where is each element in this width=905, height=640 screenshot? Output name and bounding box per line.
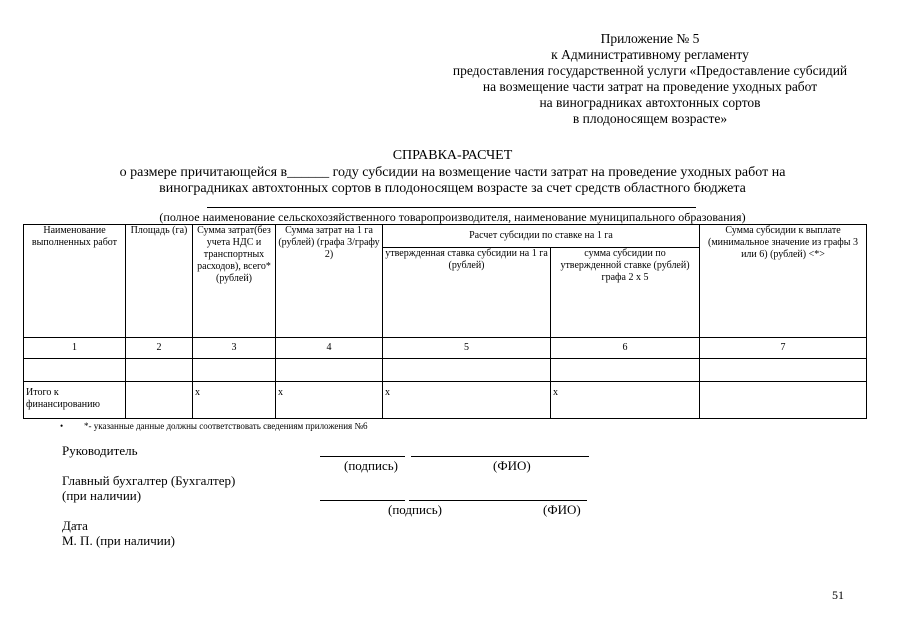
subsidy-calculation-table bbox=[23, 224, 867, 419]
table-cell[interactable] bbox=[193, 359, 276, 382]
head-label: Руководитель bbox=[62, 443, 138, 458]
accountant-signature-caption: (подпись) bbox=[388, 502, 442, 517]
table-cell[interactable] bbox=[383, 359, 551, 382]
footnote-bullet: • bbox=[60, 421, 64, 431]
producer-name-caption: (полное наименование сельскохозяйственного товаропроизводителя, наименование муниципального образования) bbox=[159, 210, 746, 224]
table-cell[interactable] bbox=[126, 359, 193, 382]
column-number: 2 bbox=[126, 338, 193, 359]
appendix-line: Приложение № 5 bbox=[600, 31, 700, 46]
total-rate-x: x bbox=[383, 382, 551, 419]
table-cell[interactable] bbox=[24, 359, 126, 382]
appendix-line: на виноградниках автохтонных сортов bbox=[539, 95, 761, 110]
appendix-line: предоставления государственной услуги «Предоставление субсидий bbox=[452, 63, 848, 78]
head-fio-caption: (ФИО) bbox=[493, 458, 531, 473]
column-number: 4 bbox=[276, 338, 383, 359]
table-cell[interactable] bbox=[700, 359, 867, 382]
date-label: Дата bbox=[62, 518, 88, 533]
total-costs-x: x bbox=[193, 382, 276, 419]
header-subsidy-payable: Сумма субсидии к выплате (минимальное значение из графы 3 или 6) (рублей) <*> bbox=[700, 225, 867, 338]
column-number: 3 bbox=[193, 338, 276, 359]
total-area[interactable] bbox=[126, 382, 193, 419]
stamp-label: М. П. (при наличии) bbox=[62, 533, 176, 548]
subtitle-line: о размере причитающейся в______ году субсидии на возмещение части затрат на проведение уходных работ на bbox=[119, 165, 786, 180]
header-subsidy-calc-group: Расчет субсидии по ставке на 1 га bbox=[383, 225, 700, 248]
total-subsidy-payable[interactable] bbox=[700, 382, 867, 419]
page-number: 51 bbox=[832, 588, 844, 602]
header-total-costs: Сумма затрат(без учета НДС и транспортных расходов), всего* (рублей) bbox=[193, 225, 276, 338]
appendix-line: в плодоносящем возрасте» bbox=[572, 111, 728, 126]
appendix-line: к Административному регламенту bbox=[551, 47, 749, 62]
subtitle-line: виноградниках автохтонных сортов в плодоносящем возрасте за счет средств областного бюджета bbox=[159, 181, 746, 196]
table-cell[interactable] bbox=[276, 359, 383, 382]
column-number-row bbox=[24, 338, 867, 359]
header-area: Площадь (га) bbox=[126, 225, 193, 338]
total-label: Итого к финансированию bbox=[24, 382, 126, 419]
accountant-fio-line[interactable] bbox=[409, 500, 587, 501]
total-subsidy-by-rate-x: x bbox=[551, 382, 700, 419]
footnote-text: *- указанные данные должны соответствовать сведениям приложения №6 bbox=[84, 421, 368, 431]
accountant-label: Главный бухгалтер (Бухгалтер) bbox=[62, 473, 236, 488]
footnote bbox=[60, 421, 368, 432]
head-fio-line[interactable] bbox=[411, 456, 589, 457]
total-costs-per-ha-x: x bbox=[276, 382, 383, 419]
column-number: 5 bbox=[383, 338, 551, 359]
header-costs-per-ha: Сумма затрат на 1 га (рублей) (графа 3/графу 2) bbox=[276, 225, 383, 338]
total-row bbox=[24, 382, 867, 419]
appendix-header bbox=[390, 31, 905, 127]
head-signature-caption: (подпись) bbox=[344, 458, 398, 473]
table-cell[interactable] bbox=[551, 359, 700, 382]
header-subsidy-by-rate: сумма субсидии по утвержденной ставке (рублей) графа 2 х 5 bbox=[551, 248, 700, 338]
header-work-name: Наименование выполненных работ bbox=[24, 225, 126, 338]
document-subtitle bbox=[40, 165, 865, 197]
accountant-signature-line[interactable] bbox=[320, 500, 405, 501]
column-number: 7 bbox=[700, 338, 867, 359]
head-signature-line[interactable] bbox=[320, 456, 405, 457]
column-number: 1 bbox=[24, 338, 126, 359]
column-number: 6 bbox=[551, 338, 700, 359]
table-row bbox=[24, 359, 867, 382]
accountant-sub-label: (при наличии) bbox=[62, 488, 142, 503]
producer-name-line[interactable] bbox=[207, 207, 696, 208]
document-title: СПРАВКА-РАСЧЕТ bbox=[392, 148, 513, 163]
appendix-line: на возмещение части затрат на проведение уходных работ bbox=[482, 79, 818, 94]
accountant-fio-caption: (ФИО) bbox=[543, 502, 581, 517]
header-approved-rate: утвержденная ставка субсидии на 1 га (рублей) bbox=[383, 248, 551, 338]
